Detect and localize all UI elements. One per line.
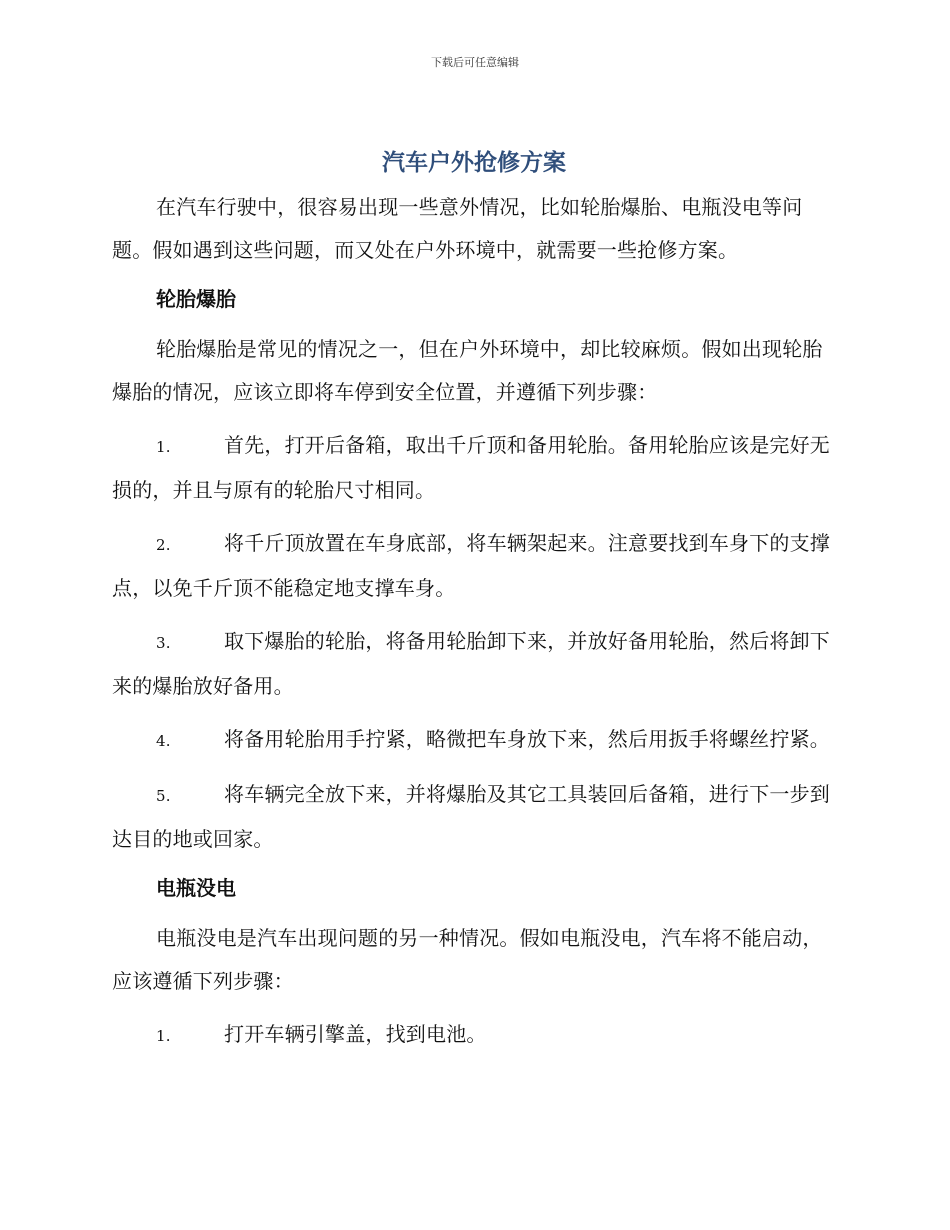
list-item (112, 424, 836, 512)
list-number: 4. (156, 732, 171, 750)
list-text: 打开车辆引擎盖，找到电池。 (224, 1022, 487, 1046)
section-paragraph-battery: 电瓶没电是汽车出现问题的另一种情况。假如电瓶没电，汽车将不能启动，应该遵循下列步骤： (112, 926, 823, 993)
list-item (112, 718, 836, 763)
list-number: 2. (156, 536, 171, 554)
page-header: 下载后可任意编辑 (431, 56, 519, 69)
list-text: 取下爆胎的轮胎，将备用轮胎卸下来，并放好备用轮胎，然后将卸下来的爆胎放好备用。 (112, 629, 830, 698)
list-text: 将千斤顶放置在车身底部，将车辆架起来。注意要找到车身下的支撑点，以免千斤顶不能稳定地支撑车身。 (112, 531, 830, 600)
list-number: 5. (156, 787, 171, 805)
section-paragraph-tire: 轮胎爆胎是常见的情况之一，但在户外环境中，却比较麻烦。假如出现轮胎爆胎的情况，应该立即将车停到安全位置，并遵循下列步骤： (112, 337, 823, 404)
list-number: 1. (156, 1027, 171, 1045)
list-number: 3. (156, 634, 171, 652)
list-item (112, 522, 836, 610)
list-text: 将备用轮胎用手拧紧，略微把车身放下来，然后用扳手将螺丝拧紧。 (224, 727, 830, 751)
document-title: 汽车户外抢修方案 (382, 150, 566, 176)
list-item (112, 773, 836, 861)
list-text: 首先，打开后备箱，取出千斤顶和备用轮胎。备用轮胎应该是完好无损的，并且与原有的轮胎尺寸相同。 (112, 433, 830, 502)
document-body (112, 146, 836, 1068)
intro-paragraph: 在汽车行驶中，很容易出现一些意外情况，比如轮胎爆胎、电瓶没电等问题。假如遇到这些问题，而又处在户外环境中，就需要一些抢修方案。 (112, 195, 803, 262)
list-number: 1. (156, 438, 171, 456)
section-heading-tire: 轮胎爆胎 (156, 287, 236, 311)
list-item (112, 1013, 836, 1058)
list-text: 将车辆完全放下来，并将爆胎及其它工具装回后备箱，进行下一步到达目的地或回家。 (112, 782, 830, 851)
section-heading-battery: 电瓶没电 (156, 876, 236, 900)
list-item (112, 620, 836, 708)
